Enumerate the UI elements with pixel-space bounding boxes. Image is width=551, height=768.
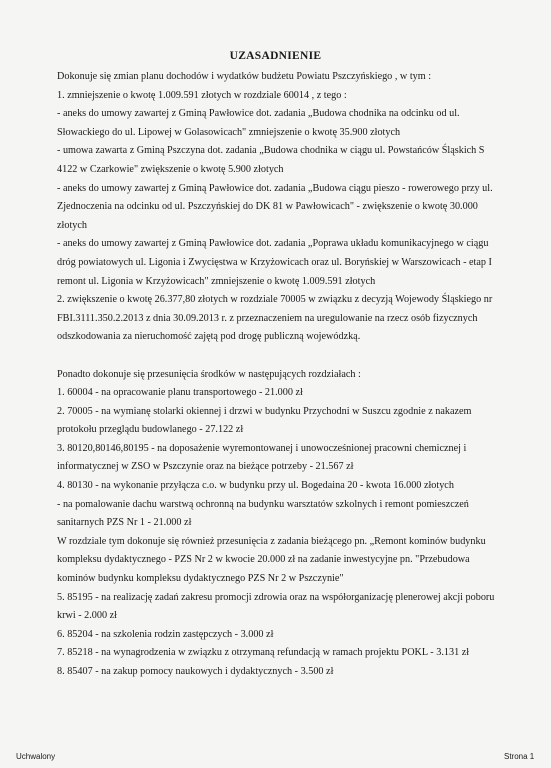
text-line: 6. 85204 - na szkolenia rodzin zastępczych - 3.000 zł <box>57 628 274 640</box>
text-line: - umowa zawarta z Gminą Pszczyna dot. zadania „Budowa chodnika w ciągu ul. Powstańców Śląskich S <box>57 145 485 157</box>
text-line: - aneks do umowy zawartej z Gminą Pawłowice dot. zadania „Budowa ciągu pieszo - rowerowego przy ul. <box>57 182 493 194</box>
text-line: sanitarnych PZS Nr 1 - 21.000 zł <box>57 517 192 529</box>
footer-page-number: Strona 1 <box>504 752 535 761</box>
text-line: kominów budynku kompleksu dydaktycznego PZS Nr 2 w Pszczynie" <box>57 573 344 585</box>
text-line: 8. 85407 - na zakup pomocy naukowych i dydaktycznych - 3.500 zł <box>57 666 334 677</box>
document-title: UZASADNIENIE <box>229 50 322 62</box>
text-line: krwi - 2.000 zł <box>57 610 117 622</box>
text-line: 4. 80130 - na wykonanie przyłącza c.o. w budynku przy ul. Bogedaina 20 - kwota 16.000 złotych <box>57 480 454 492</box>
text-line: informatycznej w ZSO w Pszczynie oraz na bieżące potrzeby - 21.567 zł <box>57 461 354 473</box>
text-line: W rozdziale tym dokonuje się również przesunięcia z zadania bieżącego pn. „Remont kominów budynku <box>57 535 486 547</box>
text-line: 1. 60004 - na opracowanie planu transportowego - 21.000 zł <box>57 387 303 399</box>
text-line: 2. 70005 - na wymianę stolarki okiennej i drzwi w budynku Przychodni w Suszcu zgodnie z nakazem <box>57 405 472 417</box>
text-line: protokołu przeglądu budowlanego - 27.122 zł <box>57 424 244 436</box>
text-line: - aneks do umowy zawartej z Gminą Pawłowice dot. zadania „Budowa chodnika na odcinku od ul. <box>57 108 460 120</box>
text-line: FBI.3111.350.2.2013 z dnia 30.09.2013 r. z przeznaczeniem na uregulowanie na rzecz osób fizycznych <box>57 312 478 324</box>
text-line: kompleksu dydaktycznego - PZS Nr 2 w kwocie 20.000 zł na zadanie inwestycyjne pn. "Przebudowa <box>57 554 470 566</box>
text-line: 1. zmniejszenie o kwotę 1.009.591 złotych w rozdziale 60014 , z tego : <box>57 89 347 101</box>
text-line: - na pomalowanie dachu warstwą ochronną na budynku warsztatów szkolnych i remont pomieszczeń <box>57 498 469 510</box>
text-line: remont ul. Ligonia w Krzyżowicach" zmniejszenie o kwotę 1.009.591 złotych <box>57 275 376 287</box>
footer-status: Uchwalony <box>16 752 56 761</box>
text-line: 4122 w Czarkowie" zwiększenie o kwotę 5.900 złotych <box>57 163 284 175</box>
document-body <box>57 68 537 682</box>
text-line: 5. 85195 - na realizację zadań zakresu promocji zdrowia oraz na współorganizację plenerowej akcji poboru <box>57 591 495 603</box>
text-line: Słowackiego do ul. Lipowej w Golasowicach" zmniejszenie o kwotę 35.900 złotych <box>57 126 401 138</box>
text-line: dróg powiatowych ul. Ligonia i Zwycięstwa w Krzyżowicach oraz ul. Boryńskiej w Warszowicach - etap I <box>57 256 492 268</box>
text-line: Zjednoczenia na odcinku od ul. Pszczyńskiej do DK 81 w Pawłowicach" - zwiększenie o kwotę 30.000 <box>57 201 478 213</box>
text-line: 2. zwiększenie o kwotę 26.377,80 złotych w rozdziale 70005 w związku z decyzją Wojewody Śląskiego nr <box>57 294 493 306</box>
text-line: 3. 80120,80146,80195 - na doposażenie wyremontowanej i unowocześnionej pracowni chemicznej i <box>57 442 467 454</box>
text-line: Ponadto dokonuje się przesunięcia środków w następujących rozdziałach : <box>57 368 361 380</box>
text-line <box>57 347 537 366</box>
text-line: - aneks do umowy zawartej z Gminą Pawłowice dot. zadania „Poprawa układu komunikacyjnego w ciągu <box>57 238 489 250</box>
text-line: 7. 85218 - na wynagrodzenia w związku z otrzymaną refundacją w ramach projektu POKL - 3.131 zł <box>57 647 470 659</box>
text-line: odszkodowania za nieruchomość zajętą pod drogę publiczną wojewódzką. <box>57 331 361 343</box>
text-line: złotych <box>57 219 87 231</box>
text-line: Dokonuje się zmian planu dochodów i wydatków budżetu Powiatu Pszczyńskiego , w tym : <box>57 71 432 82</box>
